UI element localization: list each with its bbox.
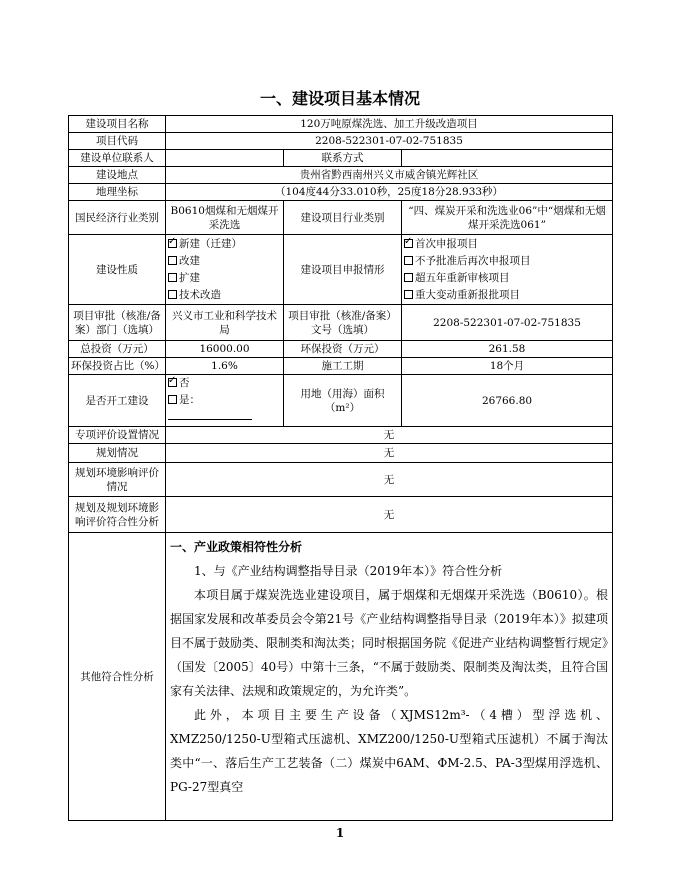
checkbox-icon xyxy=(168,395,177,404)
page-number: 1 xyxy=(335,826,345,840)
declare-options xyxy=(402,235,613,305)
env-ratio-label: 环保投资占比（%） xyxy=(69,358,166,375)
contact-value xyxy=(166,150,284,167)
analysis-heading: 一、产业政策相符性分析 xyxy=(170,540,303,554)
code-value: 2208-522301-07-02-751835 xyxy=(166,133,613,150)
checkbox-icon xyxy=(168,273,177,282)
declare-option: 超五年重新审核项目 xyxy=(404,270,610,287)
economy-value: B0610烟煤和无烟煤开采洗选 xyxy=(166,201,284,235)
coord-label: 地理坐标 xyxy=(69,184,166,201)
started-options xyxy=(166,375,284,427)
env-invest-value: 261.58 xyxy=(402,341,613,358)
checkbox-icon xyxy=(168,290,177,299)
industry-value: “四、煤炭开采和洗选业06”中“烟煤和无烟煤开采洗选061” xyxy=(402,201,613,235)
started-label: 是否开工建设 xyxy=(69,375,166,427)
industry-label: 建设项目行业类别 xyxy=(284,201,402,235)
economy-label: 国民经济行业类别 xyxy=(69,201,166,235)
code-label: 项目代码 xyxy=(69,133,166,150)
plan-eia-value: 无 xyxy=(166,463,613,497)
contact-label: 建设单位联系人 xyxy=(69,150,166,167)
analysis-paragraph: 本项目属于煤炭洗选业建设项目，属于烟煤和无烟煤开采洗选（B0610）。根据国家发展和改革委员会令第21号《产业结构调整指导目录（2019年本）》拟建项目不属于鼓励类、限制类和淘汰类；同时根据国务院《促进产业结构调整暂行规定》（国发〔2005〕40号）中第十三条，“不属于鼓励类、限制类及淘汰类，且符合国家有关法律、法规和政策规定的，为允许类”。 xyxy=(170,588,609,698)
analysis-paragraph: 此外，本项目主要生产设备（XJMS12m³-（4槽）型浮选机、XMZ250/1250-U型箱式压滤机、XMZ200/1250-U型箱式压滤机）不属于淘汰类中“一、落后生产工艺装备（二）煤炭中6AM、ФM-2.5、PA-3型煤用浮选机、PG-27型真空 xyxy=(170,708,609,794)
period-value: 18个月 xyxy=(402,358,613,375)
invest-label: 总投资（万元） xyxy=(69,341,166,358)
location-label: 建设地点 xyxy=(69,167,166,184)
started-yes-option: 是： xyxy=(168,392,281,426)
approval-no-label: 项目审批（核准/备案）文号（选填） xyxy=(284,305,402,341)
env-invest-label: 环保投资（万元） xyxy=(284,341,402,358)
name-label: 建设项目名称 xyxy=(69,116,166,133)
plan-eia-label: 规划环境影响评价情况 xyxy=(69,463,166,497)
invest-value: 16000.00 xyxy=(166,341,284,358)
other-label: 其他符合性分析 xyxy=(69,533,166,821)
period-label: 施工工期 xyxy=(284,358,402,375)
other-analysis xyxy=(166,533,613,821)
checkbox-icon xyxy=(168,256,177,265)
declare-label: 建设项目申报情形 xyxy=(284,235,402,305)
nature-option: ✓新建（迁建） xyxy=(168,236,281,253)
declare-option: ✓首次申报项目 xyxy=(404,236,610,253)
blank-underline xyxy=(168,409,252,420)
declare-option: 重大变动重新报批项目 xyxy=(404,287,610,304)
approval-no-value: 2208-522301-07-02-751835 xyxy=(402,305,613,341)
area-label: 用地（用海）面积（m²） xyxy=(284,375,402,427)
nature-option: 改建 xyxy=(168,253,281,270)
name-value: 120万吨原煤洗选、加工升级改造项目 xyxy=(166,116,613,133)
nature-options xyxy=(166,235,284,305)
analysis-subheading: 1、与《产业结构调整指导目录（2019年本）》符合性分析 xyxy=(194,564,503,578)
approval-dept-label: 项目审批（核准/备案）部门（选填） xyxy=(69,305,166,341)
checkbox-icon xyxy=(404,273,413,282)
plan-conform-label: 规划及规划环境影响评价符合性分析 xyxy=(69,497,166,533)
checked-box-icon xyxy=(168,378,177,387)
checked-box-icon xyxy=(404,239,413,248)
special-label: 专项评价设置情况 xyxy=(69,427,166,444)
location-value: 贵州省黔西南州兴义市威舍镇光辉社区 xyxy=(166,167,613,184)
nature-option: 扩建 xyxy=(168,270,281,287)
page-title: 一、建设项目基本情况 xyxy=(259,89,420,108)
plan-label: 规划情况 xyxy=(69,444,166,463)
approval-dept-value: 兴义市工业和科学技术局 xyxy=(166,305,284,341)
checkbox-icon xyxy=(404,256,413,265)
declare-option: 不予批准后再次申报项目 xyxy=(404,253,610,270)
nature-label: 建设性质 xyxy=(69,235,166,305)
plan-value: 无 xyxy=(166,444,613,463)
checkbox-icon xyxy=(404,290,413,299)
env-ratio-value: 1.6% xyxy=(166,358,284,375)
area-value: 26766.80 xyxy=(402,375,613,427)
project-info-table xyxy=(68,115,613,821)
plan-conform-value: 无 xyxy=(166,497,613,533)
checked-box-icon xyxy=(168,239,177,248)
started-no-option: ✓否 xyxy=(168,375,281,392)
special-value: 无 xyxy=(166,427,613,444)
coord-value: （104度44分33.010秒，25度18分28.933秒） xyxy=(166,184,613,201)
nature-option: 技术改造 xyxy=(168,287,281,304)
contact-method-label: 联系方式 xyxy=(284,150,402,167)
contact-method-value xyxy=(402,150,613,167)
